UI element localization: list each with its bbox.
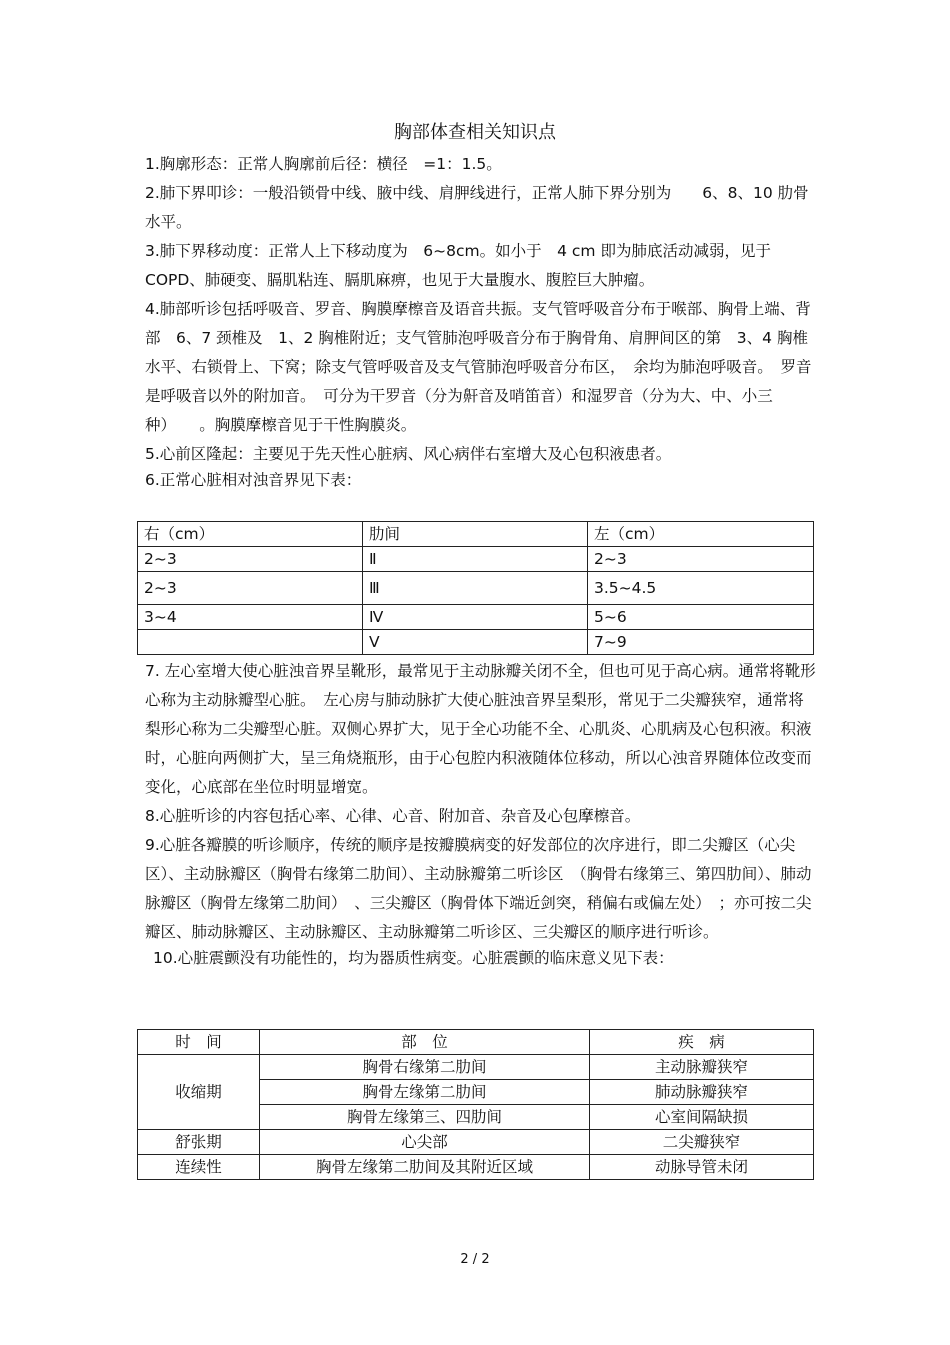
table-row — [138, 1055, 814, 1080]
header-timing: 时 间 — [138, 1030, 260, 1055]
page-number: 2 / 2 — [460, 1252, 490, 1267]
cell-right: 2~3 — [138, 547, 363, 572]
cell-location: 胸骨左缘第二肋间及其附近区域 — [260, 1155, 590, 1180]
cell-location: 胸骨左缘第三、四肋间 — [260, 1105, 590, 1130]
cell-intercostal: Ⅴ — [363, 630, 588, 655]
table-row — [138, 572, 814, 605]
cell-disease: 主动脉瓣狭窄 — [590, 1055, 814, 1080]
table-row — [138, 547, 814, 572]
cell-intercostal: Ⅲ — [363, 572, 588, 605]
table-row — [138, 1155, 814, 1180]
cell-location: 胸骨左缘第二肋间 — [260, 1080, 590, 1105]
table-row — [138, 1130, 814, 1155]
cell-location: 胸骨右缘第二肋间 — [260, 1055, 590, 1080]
header-left: 左（cm） — [588, 522, 814, 547]
cell-right — [138, 630, 363, 655]
cell-disease: 二尖瓣狭窄 — [590, 1130, 814, 1155]
cell-disease: 动脉导管未闭 — [590, 1155, 814, 1180]
paragraph-2: 2.肺下界叩诊：一般沿锁骨中线、腋中线、肩胛线进行，正常人肺下界分别为 6、8、10 肋骨水平。 — [145, 184, 809, 231]
cell-location: 心尖部 — [260, 1130, 590, 1155]
header-disease: 疾 病 — [590, 1030, 814, 1055]
table-header-row — [138, 522, 814, 547]
header-intercostal: 肋间 — [363, 522, 588, 547]
header-right: 右（cm） — [138, 522, 363, 547]
paragraph-7: 7. 左心室增大使心脏浊音界呈靴形，最常见于主动脉瓣关闭不全，但也可见于高心病。通常将靴形心称为主动脉瓣型心脏。 左心房与肺动脉扩大使心脏浊音界呈梨形，常见于二尖瓣狭窄，通常将梨形心称为二尖瓣型心脏。双侧心界扩大，见于全心功能不全、心肌炎、心肌病及心包积液。积液时，心脏向两侧扩大，呈三角烧瓶形，由于心包腔内积液随体位移动，所以心浊音界随体位改变而变化，心底部在坐位时明显增宽。 — [145, 662, 816, 796]
paragraph-9: 9.心脏各瓣膜的听诊顺序，传统的顺序是按瓣膜病变的好发部位的次序进行，即二尖瓣区（心尖区）、主动脉瓣区（胸骨右缘第二肋间）、主动脉瓣第二听诊区 （胸骨右缘第三、第四肋间）、肺动脉瓣区（胸骨左缘第二肋间） 、三尖瓣区（胸骨体下端近剑突，稍偏右或偏左处） ；亦可按二尖瓣区、肺动脉瓣区、主动脉瓣区、主动脉瓣第二听诊区、三尖瓣区的顺序进行听诊。 — [145, 836, 812, 941]
cell-timing-systolic: 收缩期 — [138, 1055, 260, 1130]
table-header-row — [138, 1030, 814, 1055]
cell-timing: 舒张期 — [138, 1130, 260, 1155]
cell-disease: 肺动脉瓣狭窄 — [590, 1080, 814, 1105]
paragraph-3: 3.肺下界移动度：正常人上下移动度为 6~8cm。如小于 4 cm 即为肺底活动减弱，见于 COPD、肺硬变、膈肌粘连、膈肌麻痹，也见于大量腹水、腹腔巨大肿瘤。 — [145, 242, 771, 289]
cell-right: 3~4 — [138, 605, 363, 630]
cell-left: 3.5~4.5 — [588, 572, 814, 605]
paragraph-8: 8.心脏听诊的内容包括心率、心律、心音、附加音、杂音及心包摩檫音。 — [145, 807, 641, 825]
cardiac-dullness-table — [137, 521, 814, 655]
cell-left: 5~6 — [588, 605, 814, 630]
paragraph-5: 5.心前区隆起：主要见于先天性心脏病、风心病伴右室增大及心包积液患者。 — [145, 445, 672, 463]
table-row — [138, 605, 814, 630]
paragraph-10: 10.心脏震颤没有功能性的，均为器质性病变。心脏震颤的临床意义见下表： — [153, 949, 674, 967]
body-section-a — [145, 150, 817, 491]
paragraph-4: 4.肺部听诊包括呼吸音、罗音、胸膜摩檫音及语音共振。支气管呼吸音分布于喉部、胸骨上端、背部 6、7 颈椎及 1、2 胸椎附近；支气管肺泡呼吸音分布于胸骨角、肩胛间区的第 3、4 胸椎水平、右锁骨上、下窝；除支气管呼吸音及支气管肺泡呼吸音分布区， 余均为肺泡呼吸音。 罗音是呼吸音以外的附加音。 可分为干罗音（分为鼾音及哨笛音）和湿罗音（分为大、中、小三种） 。胸膜摩檫音见于干性胸膜炎。 — [145, 300, 812, 434]
thrill-significance-table — [137, 1029, 814, 1180]
cell-left: 7~9 — [588, 630, 814, 655]
cell-intercostal: Ⅳ — [363, 605, 588, 630]
paragraph-1: 1.胸廓形态：正常人胸廓前后径：横径 =1：1.5。 — [145, 155, 502, 173]
header-location: 部 位 — [260, 1030, 590, 1055]
cell-disease: 心室间隔缺损 — [590, 1105, 814, 1130]
cell-intercostal: Ⅱ — [363, 547, 588, 572]
cell-timing: 连续性 — [138, 1155, 260, 1180]
cell-right: 2~3 — [138, 572, 363, 605]
cell-left: 2~3 — [588, 547, 814, 572]
body-section-b — [145, 657, 817, 969]
document-title: 胸部体查相关知识点 — [394, 122, 556, 143]
table-row — [138, 630, 814, 655]
paragraph-6: 6.正常心脏相对浊音界见下表： — [145, 471, 362, 489]
